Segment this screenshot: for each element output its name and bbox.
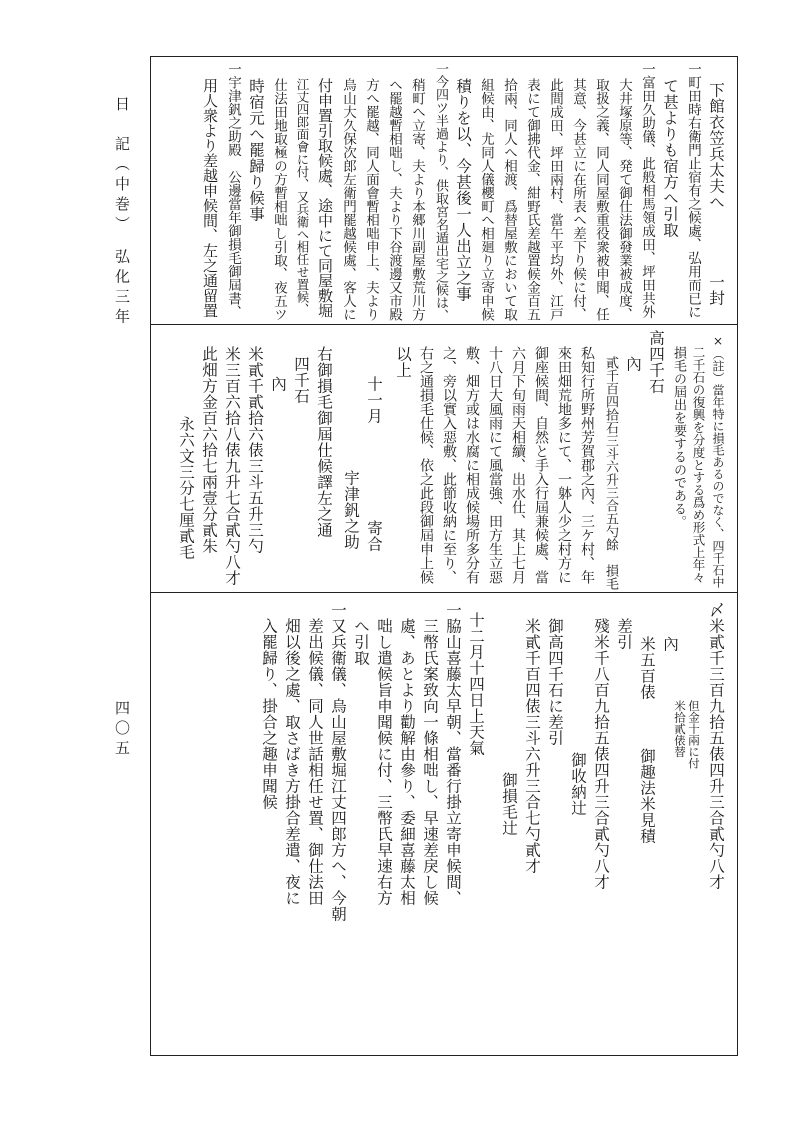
text-column: 殘米千八百九拾五俵四升三合貳勺八才	[592, 618, 610, 890]
text-column: 宇津釩之助	[342, 470, 360, 550]
text-column: 右之通損毛仕候、依之此段御屆申上候	[418, 346, 434, 584]
text-column: 時宿元へ罷歸り候事	[247, 78, 265, 222]
text-column: 御損毛辻	[500, 772, 518, 836]
text-column: 付申置引取候處、途中にて同屋敷堀	[316, 78, 334, 318]
text-column: 十一月 寄合	[365, 376, 383, 552]
text-column: 方へ罷越、同人面會暫相咄申上、夫より	[363, 78, 379, 321]
text-column: へ罷越暫相咄し、夫より下谷渡邊又市殿	[386, 78, 402, 321]
text-column: 私知行所野州芳賀郡之內、三ケ村、年	[579, 346, 595, 584]
text-column: 積りを以、今甚後一人出立之事	[454, 78, 472, 302]
text-column: 取扱之義、同人同屋敷重役衆被申聞、任	[593, 78, 609, 321]
text-column: 來田畑荒地多にて、一躰人少之村方に	[556, 346, 572, 584]
annotation-column: ×（註）當年特に損毛あるのでなく、四千石中	[711, 334, 725, 588]
text-column: 之、旁以實入惡敷、此節收納に至り、	[441, 346, 457, 584]
text-column: 處、あとより勸解由參り、委細喜藤太相	[398, 618, 416, 906]
text-column: 內	[624, 356, 642, 372]
text-column: 永六文三分七厘貳毛	[177, 416, 195, 560]
text-column: 烏山大久保次郎左衛門罷越候處、客人に	[340, 78, 356, 321]
text-column: 內	[661, 636, 679, 652]
text-column: 米貳千百四俵三斗六升三合七勺貳才	[523, 618, 541, 874]
text-column: 十二月十四日上天氣	[467, 612, 485, 756]
text-column: へ引取	[352, 618, 370, 666]
text-column: 三幣氏案致向一條相咄し、早速差戾し候	[421, 618, 439, 906]
text-column: 一富田久助儀、此般相馬領成田、坪田共外	[639, 62, 655, 319]
text-column: 一又兵衛儀、烏山屋敷堀江丈四郎方へ、今朝	[329, 602, 347, 922]
text-column: 以上	[394, 346, 412, 378]
text-column: 內	[269, 376, 287, 392]
text-column: 下館衣笠兵太夫へ 一封	[707, 82, 725, 306]
note-column: 但金十兩に付	[687, 700, 701, 769]
annotation-column: 損毛の屆出を要するのである。	[671, 346, 686, 528]
text-column: 用人衆より差越申候間、左之通留置	[201, 78, 219, 318]
text-column: 江丈四郎面會に付、又兵衛へ相任せ置候、	[295, 78, 310, 316]
text-column: 入罷歸り、掛合之趣申聞候	[260, 618, 278, 810]
text-column: 高四千石	[647, 330, 665, 394]
text-column: 仕法田地取極の方暫相咄し引取、夜五ツ	[271, 78, 287, 321]
text-column: 一今四ツ半過より、供取宮名遁出宅之候は、	[433, 62, 448, 322]
text-column: 六月下旬雨天相續、出水仕、其上七月	[510, 346, 526, 584]
text-column: 咄し遣候旨申聞候に付、三幣氏早速右方	[375, 618, 393, 906]
text-column: 御收納辻	[569, 752, 587, 816]
text-column: 表にて御拂代金、紺野氏差越置候金百五	[524, 78, 540, 321]
text-column: 組候由、尤同人儀櫻町へ相廻り立寄申候	[478, 78, 494, 321]
text-column: 米五百俵 御趣法米見積	[638, 636, 656, 844]
text-column: 一脇山喜藤太早朝、當番行掛立寄申候間、	[444, 602, 462, 906]
section-divider-top	[151, 324, 737, 325]
text-column: 拾兩、同人へ相渡、爲替屋敷において取	[501, 78, 517, 321]
text-column: 米貳千貳拾六俵三斗五升三勺	[246, 346, 264, 554]
text-column: 御高四千石に差引	[546, 618, 564, 746]
text-column: 右御損毛御屆仕候譯左之通	[315, 346, 333, 538]
text-column: 敷、畑方或は水腐に相成候場所多分有	[464, 346, 480, 584]
section-divider-bottom	[151, 592, 737, 593]
text-column: 其意、今甚立に在所表へ差下り候に付、	[570, 78, 586, 321]
text-column: 差引	[615, 618, 633, 650]
note-column: 米拾貳俵替	[673, 700, 687, 758]
annotation-column: 二千石の復興を分度とする爲め形式上年々	[691, 346, 706, 584]
text-column: 四千石	[292, 356, 310, 404]
text-column: 〆米貳千三百九拾五俵四升三合貳勺八才	[707, 602, 725, 890]
text-column: 一宇津釩之助殿 公邊當年御損毛御屆書、	[225, 62, 241, 319]
text-column: 貳千百四拾石三斗六升三合五勺餘 損毛	[603, 356, 618, 590]
text-column: 十八日大風雨にて風當強、田方生立惡	[487, 346, 503, 584]
running-title: 日 記（中巻） 弘化三年	[113, 96, 131, 329]
text-column: 此畑方金百六拾七兩壹分貳朱	[200, 346, 218, 554]
text-column: 稍町へ立寄、夫より本郷川副屋敷荒川方	[409, 78, 425, 321]
text-column: 一町田時右衛門止宿有之候處、弘用而已に	[685, 62, 701, 319]
text-column: 畑以後之處、取さばき方掛合差遣、夜に	[283, 618, 301, 906]
text-column: 大井塚原等、発て御仕法御發業被成度、	[616, 78, 632, 321]
text-column: 此間成田、坪田兩村、當午平均外、江戸	[547, 78, 563, 321]
text-column: 米三百六拾八俵九升七合貳勺八才	[223, 346, 241, 586]
page-number: 四〇五	[113, 700, 131, 760]
text-column: て甚よりも宿方へ引取	[661, 78, 679, 238]
text-column: 差出候儀、同人世話相任せ置、御仕法田	[306, 618, 324, 906]
text-column: 御座候間、自然と手入行屆兼候處、當	[533, 346, 549, 584]
